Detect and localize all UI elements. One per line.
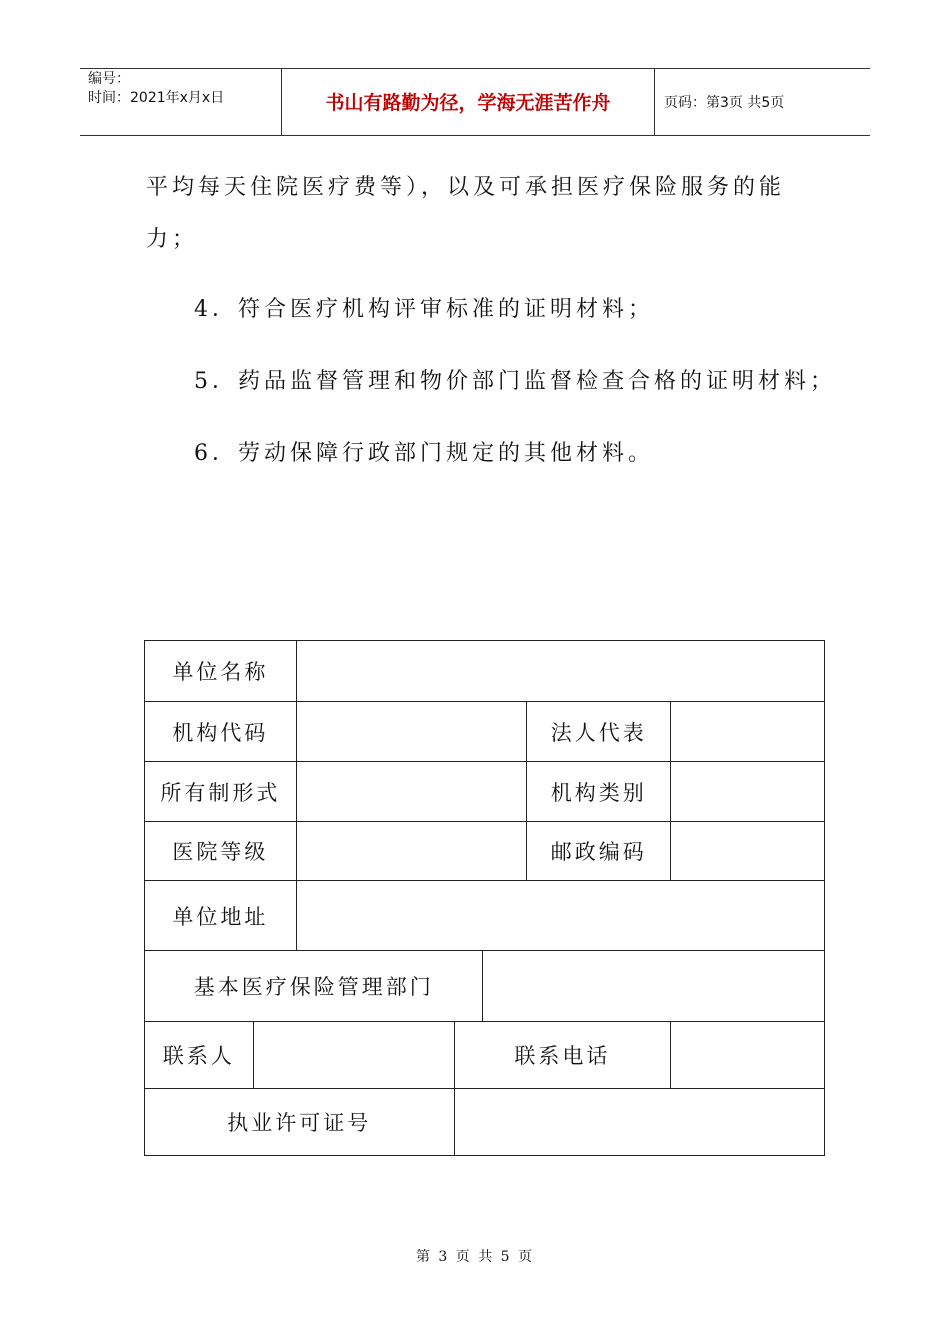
label-insurance-dept: 基本医疗保险管理部门 (145, 951, 483, 1022)
field-org-code[interactable] (296, 702, 527, 762)
field-postal-code[interactable] (671, 822, 825, 881)
table-row (145, 702, 825, 762)
header-time-label: 时间：2021年x月x日 (88, 90, 225, 106)
body-line-2: 力； (146, 227, 199, 252)
label-ownership: 所有制形式 (145, 762, 297, 822)
label-unit-address: 单位地址 (145, 881, 297, 951)
label-unit-name: 单位名称 (145, 641, 297, 702)
header-bottom-rule (80, 135, 870, 136)
header-number-label: 编号： (88, 71, 130, 87)
field-contact[interactable] (253, 1022, 454, 1089)
field-org-category[interactable] (671, 762, 825, 822)
header-divider-right (654, 68, 655, 135)
body-item-6: 6．劳动保障行政部门规定的其他材料。 (194, 441, 654, 466)
body-item-5: 5．药品监督管理和物价部门监督检查合格的证明材料； (194, 369, 836, 394)
page-footer: 第 3 页 共 5 页 (415, 1249, 535, 1265)
field-ownership[interactable] (296, 762, 527, 822)
label-postal-code: 邮政编码 (527, 822, 671, 881)
table-row (145, 951, 825, 1022)
field-license-no[interactable] (454, 1089, 824, 1156)
body-line-1: 平均每天住院医疗费等），以及可承担医疗保险服务的能 (146, 175, 786, 200)
label-hospital-grade: 医院等级 (145, 822, 297, 881)
label-legal-rep: 法人代表 (527, 702, 671, 762)
table-row (145, 881, 825, 951)
header-motto: 书山有路勤为径，学海无涯苦作舟 (325, 92, 611, 114)
field-legal-rep[interactable] (671, 702, 825, 762)
field-unit-name[interactable] (296, 641, 824, 702)
table-row (145, 1089, 825, 1156)
registration-form-table (144, 640, 825, 1156)
field-insurance-dept[interactable] (483, 951, 825, 1022)
body-item-4: 4．符合医疗机构评审标准的证明材料； (194, 297, 654, 322)
field-contact-phone[interactable] (671, 1022, 825, 1089)
label-org-category: 机构类别 (527, 762, 671, 822)
field-unit-address[interactable] (296, 881, 824, 951)
header-meta (88, 70, 224, 108)
table-row (145, 641, 825, 702)
label-license-no: 执业许可证号 (145, 1089, 455, 1156)
header-page-label: 页码：第3页 共5页 (664, 95, 785, 111)
label-contact-phone: 联系电话 (454, 1022, 671, 1089)
label-org-code: 机构代码 (145, 702, 297, 762)
label-contact: 联系人 (145, 1022, 254, 1089)
field-hospital-grade[interactable] (296, 822, 527, 881)
table-row (145, 822, 825, 881)
table-row (145, 762, 825, 822)
table-row (145, 1022, 825, 1089)
